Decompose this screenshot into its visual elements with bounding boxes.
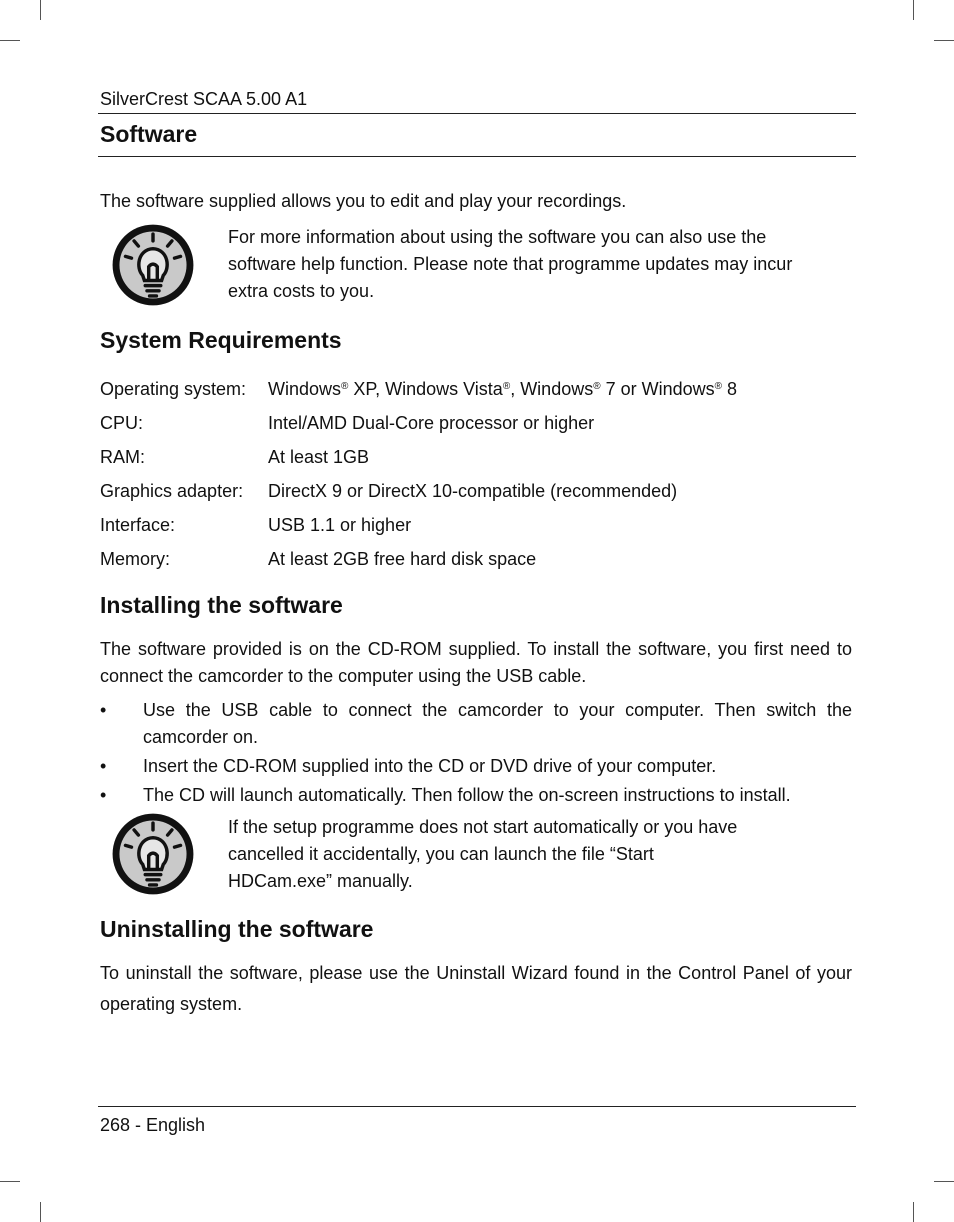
crop-mark (934, 40, 954, 41)
requirement-label: Operating system: (100, 378, 247, 399)
requirement-label: RAM: (100, 446, 145, 467)
list-item: • The CD will launch automatically. Then follow the on-screen instructions to install. (100, 785, 791, 805)
crop-mark (913, 0, 914, 20)
section-title-software: Software (100, 121, 198, 147)
footer-rule (98, 1106, 856, 1107)
tip-line: software help function. Please note that programme updates may incur (228, 254, 793, 274)
requirement-label: Interface: (100, 514, 176, 535)
requirements-row (100, 508, 737, 542)
lightbulb-icon (110, 222, 196, 308)
tip-line: For more information about using the software you can also use the (228, 227, 767, 247)
requirements-row (100, 542, 737, 576)
requirements-row (100, 474, 737, 508)
crop-mark (913, 1202, 914, 1222)
requirements-row (100, 372, 737, 406)
requirement-label: CPU: (100, 412, 144, 433)
uninstalling-body: To uninstall the software, please use the Uninstall Wizard found in the Control Panel of your operating system. (100, 963, 852, 1014)
requirements-row (100, 406, 737, 440)
tip-line: extra costs to you. (228, 281, 375, 301)
requirements-row (100, 440, 737, 474)
requirement-value: At least 1GB (268, 446, 370, 467)
tip-line: cancelled it accidentally, you can launch the file “Start (228, 844, 654, 864)
installing-intro: The software provided is on the CD-ROM supplied. To install the software, you first need to connect the camcorder to the computer using the USB cable. (100, 639, 852, 686)
requirement-value: At least 2GB free hard disk space (268, 548, 537, 569)
requirement-value-os: Windows® XP, Windows Vista®, Windows® 7 or Windows® 8 (268, 378, 738, 399)
document-header: SilverCrest SCAA 5.00 A1 (100, 89, 308, 109)
requirement-value: DirectX 9 or DirectX 10-compatible (recommended) (268, 480, 678, 501)
crop-mark (934, 1181, 954, 1182)
requirement-label: Memory: (100, 548, 171, 569)
requirement-value: USB 1.1 or higher (268, 514, 412, 535)
crop-mark (40, 0, 41, 20)
crop-mark (0, 1181, 20, 1182)
list-item: • Use the USB cable to connect the camcorder to your computer. Then switch the camcorder on. (100, 700, 852, 747)
lightbulb-icon (110, 811, 196, 897)
section-rule (98, 156, 856, 157)
requirement-value: Intel/AMD Dual-Core processor or higher (268, 412, 595, 433)
section-title-installing: Installing the software (100, 592, 343, 618)
requirement-label: Graphics adapter: (100, 480, 244, 501)
tip-line: If the setup programme does not start automatically or you have (228, 817, 738, 837)
section-title-uninstalling: Uninstalling the software (100, 916, 374, 942)
manual-page (100, 0, 856, 1222)
tip-line: HDCam.exe” manually. (228, 871, 413, 891)
crop-mark (0, 40, 20, 41)
crop-mark (40, 1202, 41, 1222)
list-item: • Insert the CD-ROM supplied into the CD or DVD drive of your computer. (100, 756, 717, 776)
install-steps (100, 697, 852, 809)
page-number: 268 - English (100, 1115, 206, 1135)
software-intro: The software supplied allows you to edit and play your recordings. (100, 191, 627, 211)
section-title-system-requirements: System Requirements (100, 327, 342, 353)
header-rule (98, 113, 856, 114)
requirements-table (100, 372, 737, 576)
